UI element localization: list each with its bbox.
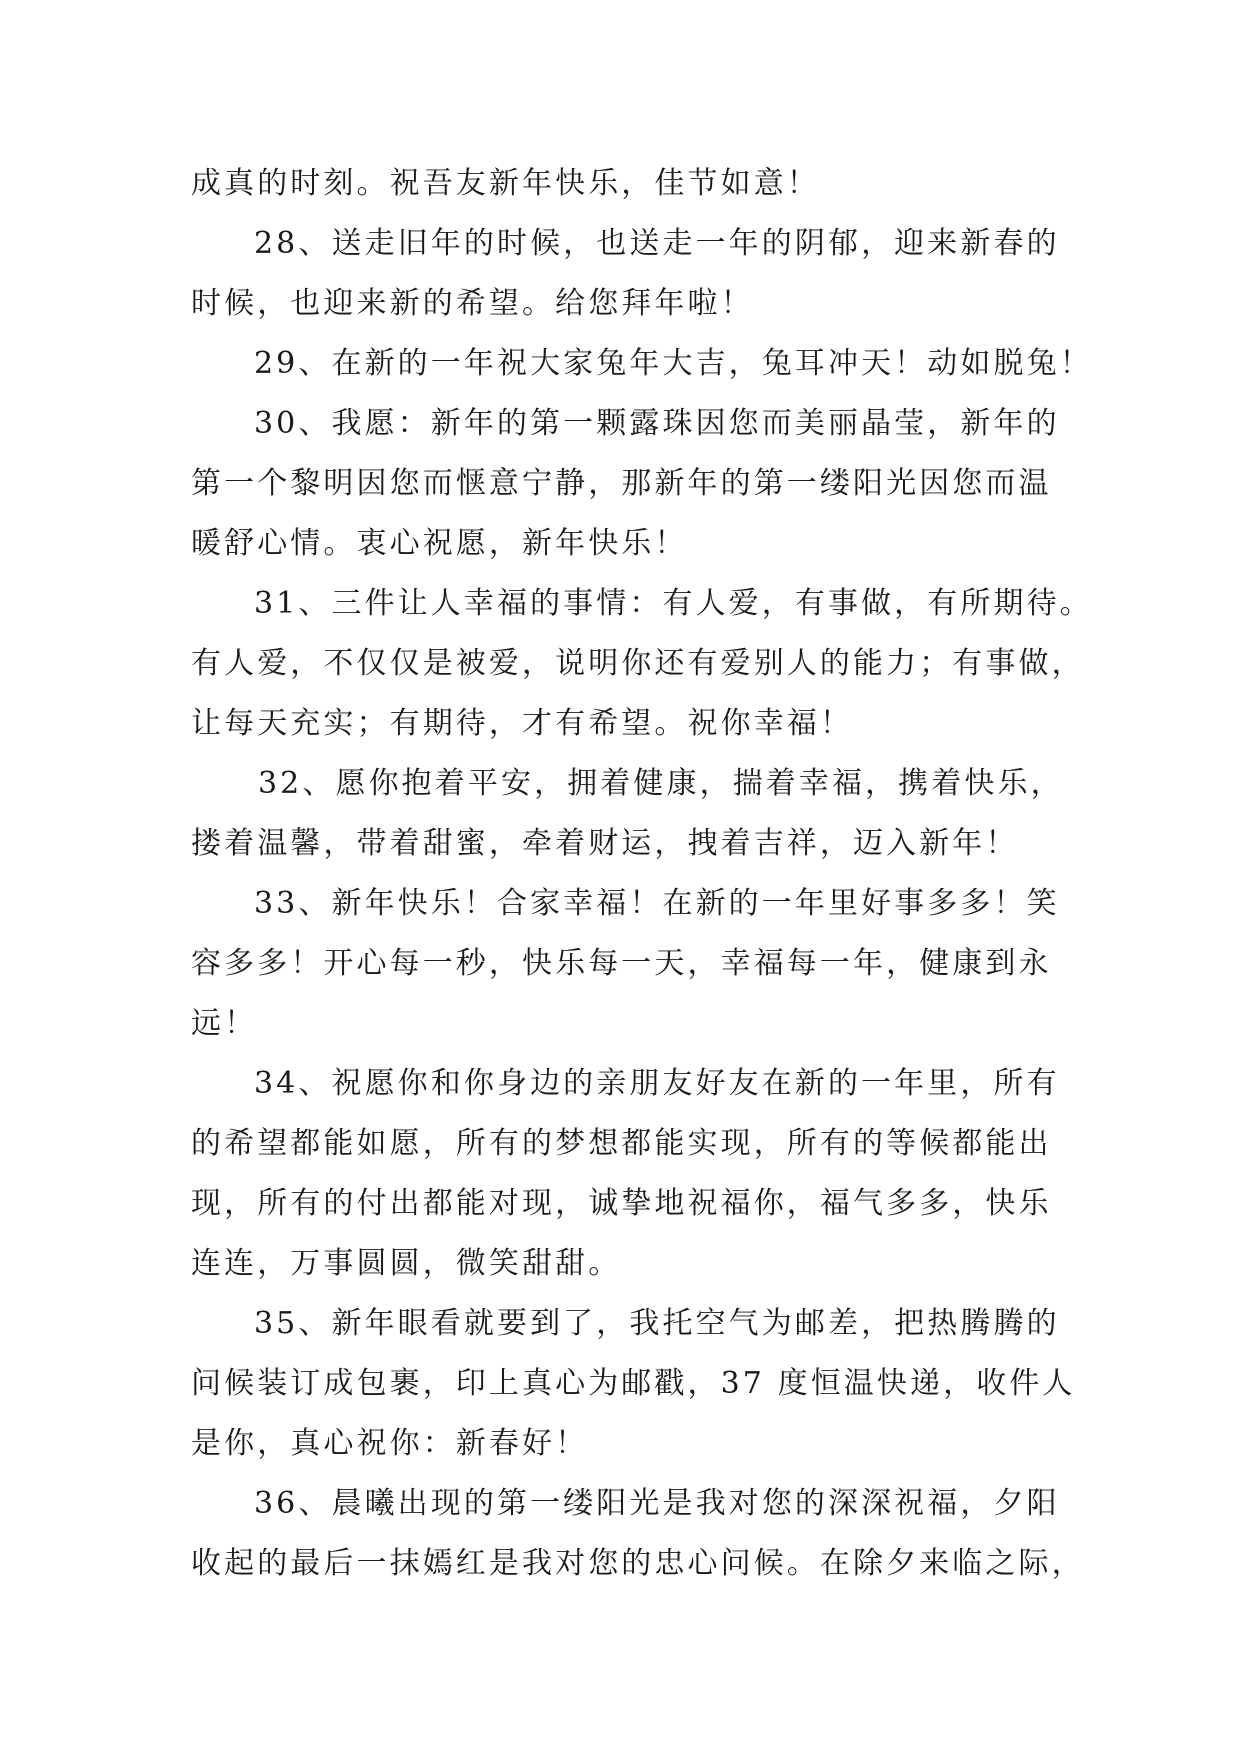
document-text: [191, 154, 1093, 1594]
text-line: 时候，也迎来新的希望。给您拜年啦！: [191, 286, 754, 321]
text-line: 第一个黎明因您而惬意宁静，那新年的第一缕阳光因您而温: [191, 466, 1052, 501]
text-line: 28、送走旧年的时候，也送走一年的阴郁，迎来新春的: [254, 226, 1060, 261]
text-line: 容多多！开心每一秒，快乐每一天，幸福每一年，健康到永: [191, 946, 1052, 981]
text-line: 让每天充实；有期待，才有希望。祝你幸福！: [191, 706, 853, 741]
text-line: 连连，万事圆圆，微笑甜甜。: [191, 1246, 622, 1281]
text-line: 32、愿你抱着平安，拥着健康，揣着幸福，携着快乐，: [258, 766, 1064, 801]
text-line: 有人爱，不仅仅是被爱，说明你还有爱别人的能力；有事做，: [191, 646, 1085, 681]
text-line: 成真的时刻。祝吾友新年快乐，佳节如意！: [191, 166, 820, 201]
text-line: 31、三件让人幸福的事情：有人爱，有事做，有所期待。: [254, 586, 1093, 621]
text-line: 暖舒心情。衷心祝愿，新年快乐！: [191, 526, 688, 561]
text-line: 36、晨曦出现的第一缕阳光是我对您的深深祝福，夕阳: [254, 1486, 1060, 1521]
text-line: 30、我愿：新年的第一颗露珠因您而美丽晶莹，新年的: [254, 406, 1060, 441]
text-line: 收起的最后一抹嫣红是我对您的忠心问候。在除夕来临之际，: [191, 1546, 1085, 1581]
text-line: 搂着温馨，带着甜蜜，牵着财运，拽着吉祥，迈入新年！: [191, 826, 1019, 861]
text-line: 33、新年快乐！合家幸福！在新的一年里好事多多！笑: [254, 886, 1060, 921]
text-line: 29、在新的一年祝大家兔年大吉，兔耳冲天！动如脱兔！: [254, 346, 1093, 381]
text-line: 现，所有的付出都能对现，诚挚地祝福你，福气多多，快乐: [191, 1186, 1052, 1221]
text-line: 34、祝愿你和你身边的亲朋友好友在新的一年里，所有: [254, 1066, 1060, 1101]
text-line: 是你，真心祝你：新春好！: [191, 1426, 589, 1461]
text-line: 远！: [191, 1006, 258, 1041]
text-line: 问候装订成包裹，印上真心为邮戳，37 度恒温快递，收件人: [191, 1366, 1076, 1401]
text-line: 35、新年眼看就要到了，我托空气为邮差，把热腾腾的: [254, 1306, 1060, 1341]
text-line: 的希望都能如愿，所有的梦想都能实现，所有的等候都能出: [191, 1126, 1052, 1161]
